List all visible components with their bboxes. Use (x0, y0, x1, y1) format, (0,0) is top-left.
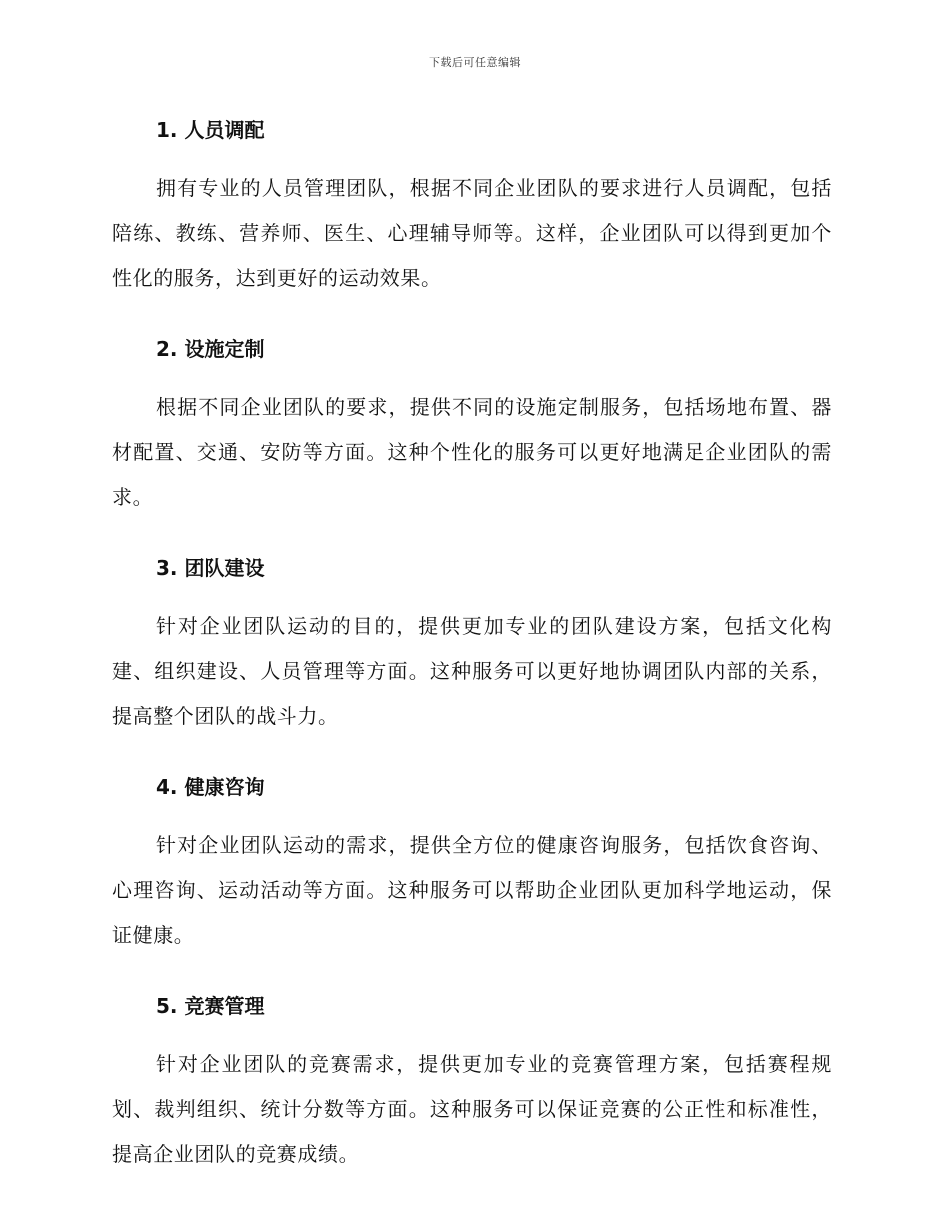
section-title: 1. 人员调配 (156, 118, 265, 142)
section-paragraph: 根据不同企业团队的要求，提供不同的设施定制服务，包括场地布置、器材配置、交通、安防等方面。这种个性化的服务可以更好地满足企业团队的需求。 (112, 395, 832, 509)
section-paragraph: 针对企业团队运动的目的，提供更加专业的团队建设方案，包括文化构建、组织建设、人员管理等方面。这种服务可以更好地协调团队内部的关系，提高整个团队的战斗力。 (112, 614, 832, 728)
section-competition-management (112, 984, 832, 1177)
section-paragraph: 拥有专业的人员管理团队，根据不同企业团队的要求进行人员调配，包括陪练、教练、营养师、医生、心理辅导师等。这样，企业团队可以得到更加个性化的服务，达到更好的运动效果。 (112, 176, 832, 290)
section-staffing (112, 108, 832, 301)
section-paragraph: 针对企业团队的竞赛需求，提供更加专业的竞赛管理方案，包括赛程规划、裁判组织、统计分数等方面。这种服务可以保证竞赛的公正性和标准性，提高企业团队的竞赛成绩。 (112, 1052, 832, 1166)
section-team-building (112, 546, 832, 739)
page-header-note: 下载后可任意编辑 (429, 56, 521, 69)
section-paragraph: 针对企业团队运动的需求，提供全方位的健康咨询服务，包括饮食咨询、心理咨询、运动活动等方面。这种服务可以帮助企业团队更加科学地运动，保证健康。 (112, 833, 832, 947)
document-body (112, 108, 832, 1203)
section-title: 2. 设施定制 (156, 337, 265, 361)
section-title: 3. 团队建设 (156, 556, 265, 580)
section-title: 4. 健康咨询 (156, 775, 265, 799)
section-facility-customization (112, 327, 832, 520)
section-title: 5. 竞赛管理 (156, 994, 265, 1018)
section-health-consulting (112, 765, 832, 958)
